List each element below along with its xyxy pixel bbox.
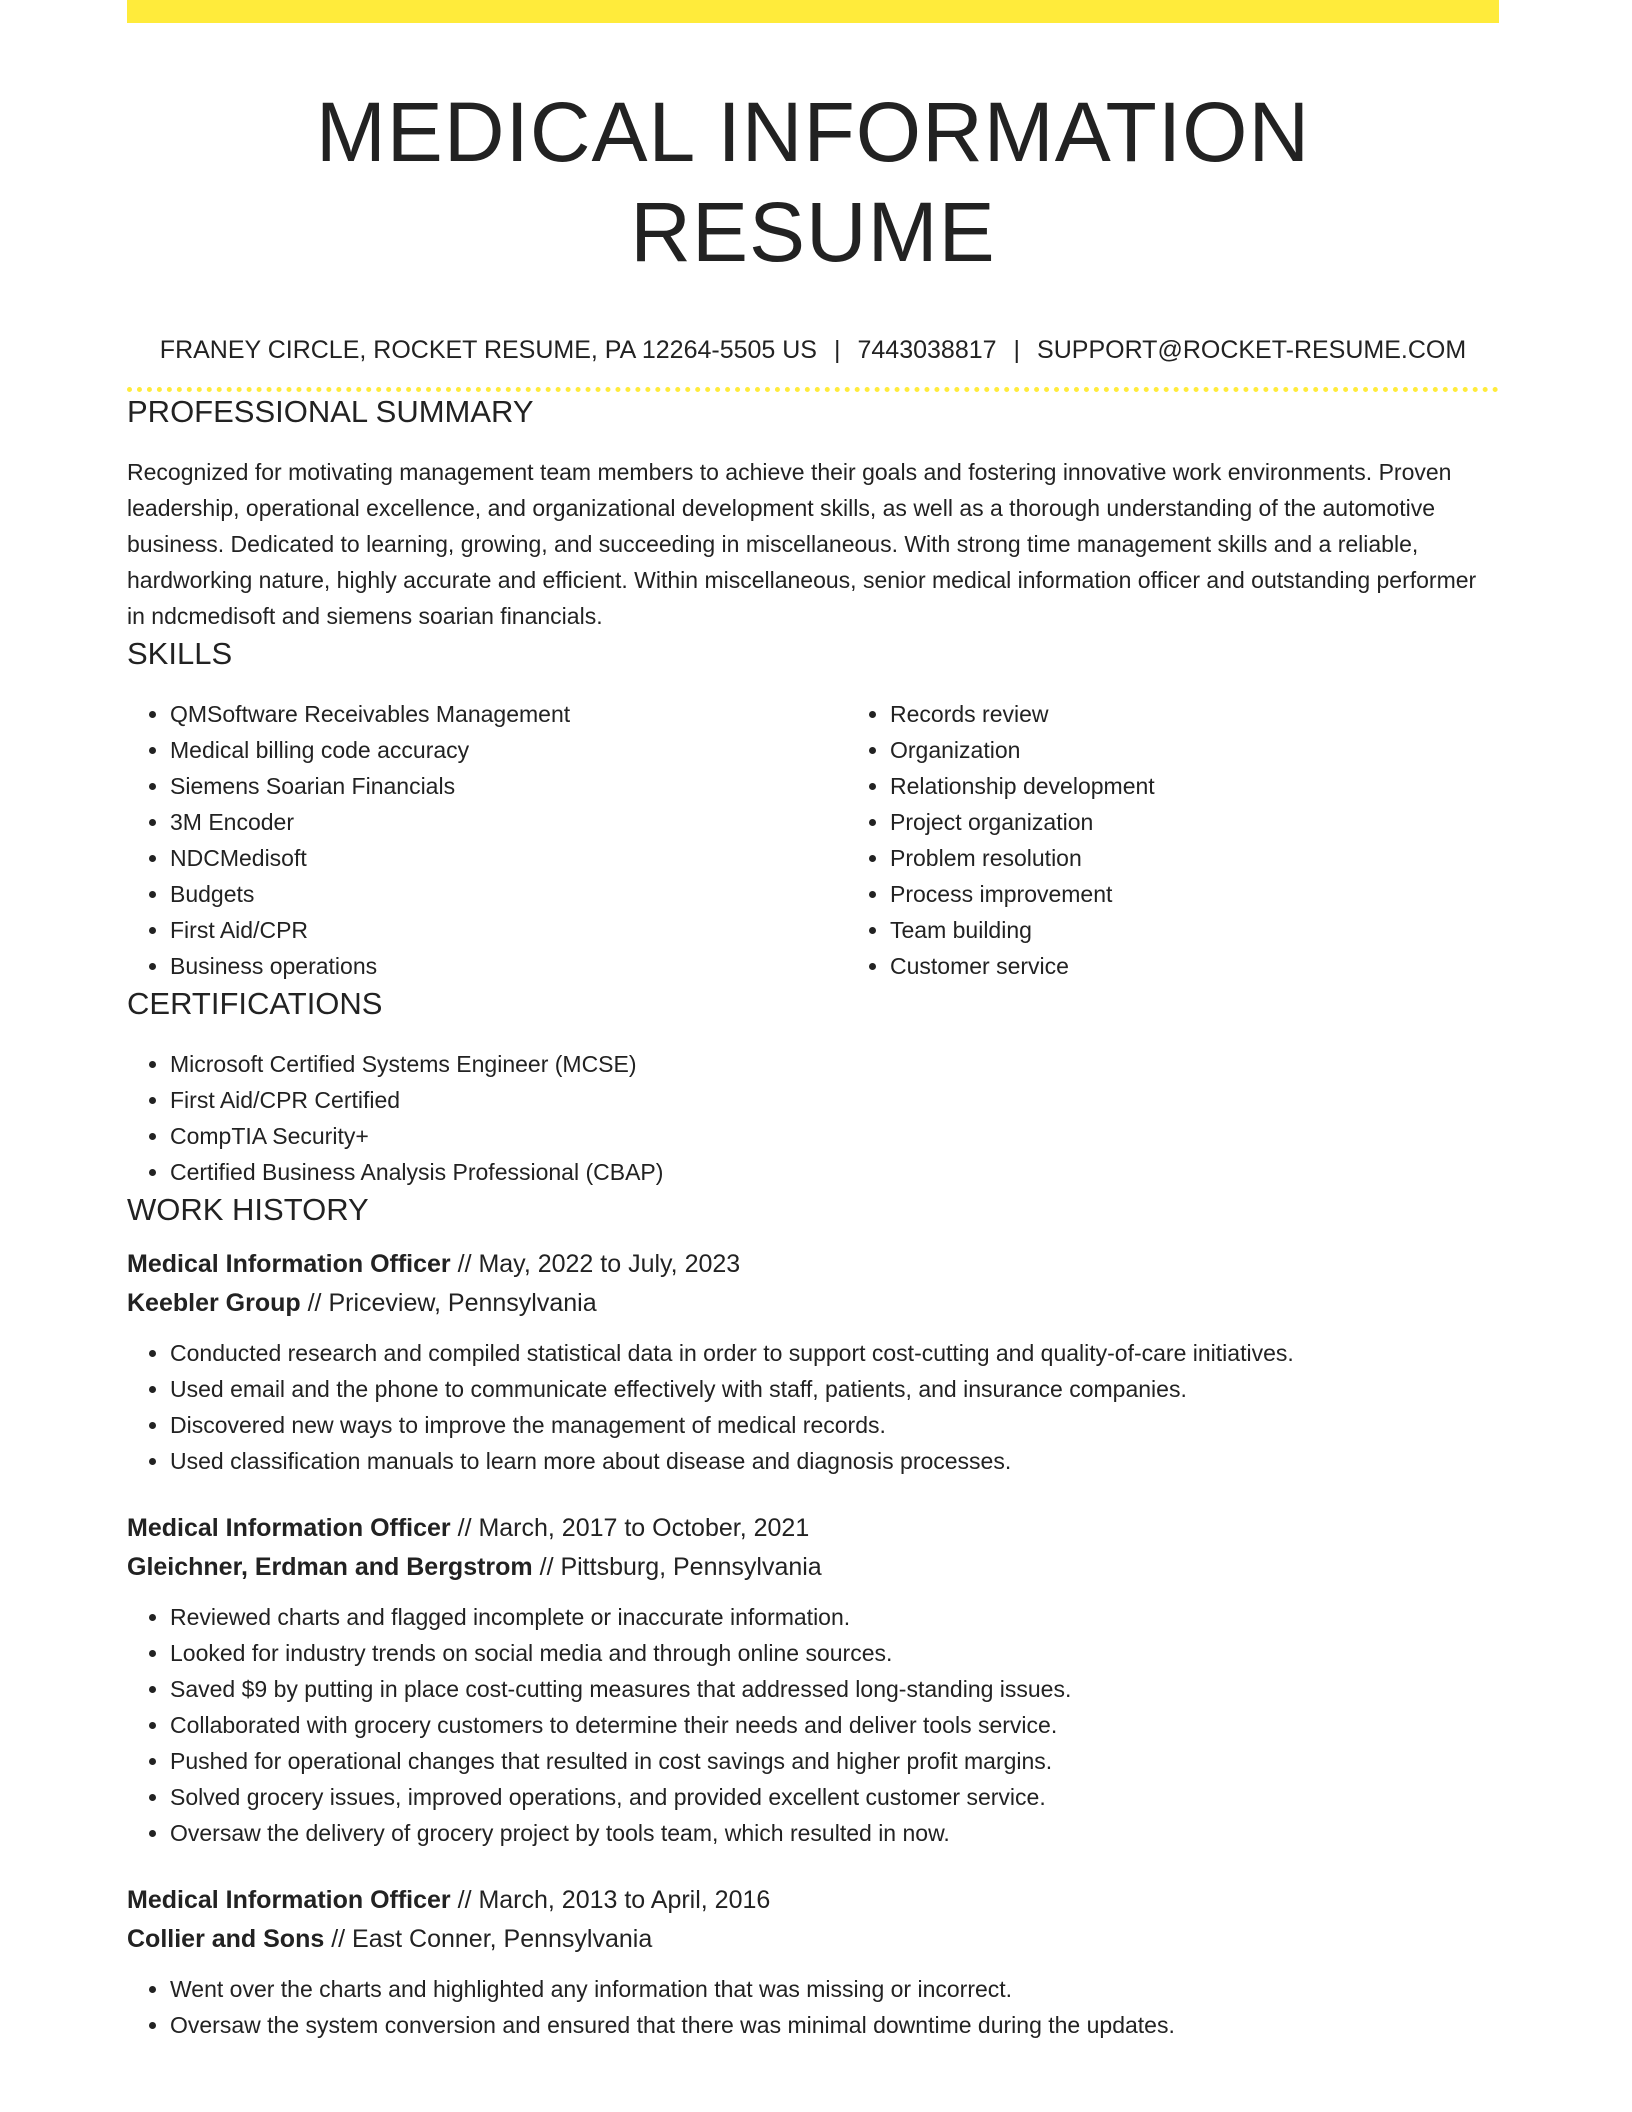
job-role-line — [127, 1509, 1499, 1548]
contact-separator: | — [1013, 336, 1021, 364]
certifications-list — [127, 1046, 1499, 1190]
job-role: Medical Information Officer — [127, 1886, 451, 1914]
job-entry — [127, 1509, 1499, 1851]
skill-item: • NDCMedisoft — [170, 840, 847, 876]
job-company: Collier and Sons — [127, 1925, 325, 1953]
job-company: Gleichner, Erdman and Bergstrom — [127, 1553, 533, 1581]
job-location: // Pittsburg, Pennsylvania — [532, 1553, 822, 1581]
skills-heading: SKILLS — [127, 636, 233, 671]
job-bullet: • Solved grocery issues, improved operations, and provided excellent customer service. — [170, 1779, 1499, 1815]
summary-heading: PROFESSIONAL SUMMARY — [127, 394, 534, 429]
contact-line — [127, 334, 1499, 366]
job-bullets — [127, 1971, 1499, 2043]
certification-item: • Microsoft Certified Systems Engineer (MCSE) — [170, 1046, 1499, 1082]
skill-item: • Records review — [890, 696, 1567, 732]
contact-email: SUPPORT@ROCKET-RESUME.COM — [1037, 336, 1467, 364]
job-bullet: • Collaborated with grocery customers to determine their needs and deliver tools service. — [170, 1707, 1499, 1743]
summary-text: Recognized for motivating management team members to achieve their goals and fostering innovative work environments. Proven leadership, operational excellence, and organizational development skills, as well as a thorough understanding of the automotive business. Dedicated to learning, growing, and succeeding in miscellaneous. With strong time management skills and a reliable, hardworking nature, highly accurate and efficient. Within miscellaneous, senior medical information officer and outstanding performer in ndcmedisoft and siemens soarian financials. — [127, 459, 1477, 629]
job-bullet: • Used classification manuals to learn more about disease and diagnosis processes. — [170, 1443, 1499, 1479]
job-bullet: • Discovered new ways to improve the management of medical records. — [170, 1407, 1499, 1443]
contact-separator: | — [834, 336, 841, 364]
job-company-line — [127, 1284, 1499, 1323]
job-company-line — [127, 1920, 1499, 1959]
job-location: // East Conner, Pennsylvania — [324, 1925, 653, 1953]
skills-list-left — [127, 696, 847, 984]
job-bullet: • Looked for industry trends on social media and through online sources. — [170, 1635, 1499, 1671]
skill-item: • Relationship development — [890, 768, 1567, 804]
job-bullet: • Used email and the phone to communicate effectively with staff, patients, and insurance companies. — [170, 1371, 1499, 1407]
skill-item: • QMSoftware Receivables Management — [170, 696, 847, 732]
skill-item: • 3M Encoder — [170, 804, 847, 840]
job-company: Keebler Group — [127, 1289, 301, 1317]
skill-item: • Project organization — [890, 804, 1567, 840]
resume-content — [127, 0, 1499, 2043]
job-role: Medical Information Officer — [127, 1250, 451, 1278]
skill-item: • Business operations — [170, 948, 847, 984]
job-dates: // March, 2017 to October, 2021 — [450, 1514, 810, 1542]
skill-item: • Organization — [890, 732, 1567, 768]
job-bullets — [127, 1599, 1499, 1851]
job-entry — [127, 1245, 1499, 1479]
contact-phone: 7443038817 — [857, 336, 997, 364]
job-role: Medical Information Officer — [127, 1514, 451, 1542]
skill-item: • Process improvement — [890, 876, 1567, 912]
certifications-heading: CERTIFICATIONS — [127, 986, 383, 1021]
contact-address: FRANEY CIRCLE, ROCKET RESUME, PA 12264-5505 US — [159, 336, 817, 364]
job-bullet: • Went over the charts and highlighted any information that was missing or incorrect. — [170, 1971, 1499, 2007]
job-bullet: • Pushed for operational changes that resulted in cost savings and higher profit margins. — [170, 1743, 1499, 1779]
skill-item: • Medical billing code accuracy — [170, 732, 847, 768]
work-history-heading: WORK HISTORY — [127, 1192, 369, 1227]
job-bullet: • Oversaw the delivery of grocery project by tools team, which resulted in now. — [170, 1815, 1499, 1851]
job-dates: // March, 2013 to April, 2016 — [450, 1886, 771, 1914]
skill-item: • Problem resolution — [890, 840, 1567, 876]
job-company-line — [127, 1548, 1499, 1587]
job-bullet: • Oversaw the system conversion and ensured that there was minimal downtime during the updates. — [170, 2007, 1499, 2043]
certification-item: • First Aid/CPR Certified — [170, 1082, 1499, 1118]
skill-item: • Budgets — [170, 876, 847, 912]
resume-title: MEDICAL INFORMATION RESUME — [315, 85, 1311, 279]
job-bullet: • Conducted research and compiled statistical data in order to support cost-cutting and quality-of-care initiatives. — [170, 1335, 1499, 1371]
skill-item: • Siemens Soarian Financials — [170, 768, 847, 804]
skill-item: • Team building — [890, 912, 1567, 948]
job-bullets — [127, 1335, 1499, 1479]
skill-item: • First Aid/CPR — [170, 912, 847, 948]
skill-item: • Customer service — [890, 948, 1567, 984]
skills-columns — [127, 696, 1499, 984]
job-entry — [127, 1881, 1499, 2043]
job-role-line — [127, 1245, 1499, 1284]
job-bullet: • Saved $9 by putting in place cost-cutting measures that addressed long-standing issues. — [170, 1671, 1499, 1707]
certification-item: • Certified Business Analysis Professional (CBAP) — [170, 1154, 1499, 1190]
job-dates: // May, 2022 to July, 2023 — [450, 1250, 741, 1278]
skills-list-right — [847, 696, 1567, 984]
certification-item: • CompTIA Security+ — [170, 1118, 1499, 1154]
job-role-line — [127, 1881, 1499, 1920]
job-bullet: • Reviewed charts and flagged incomplete or inaccurate information. — [170, 1599, 1499, 1635]
job-location: // Priceview, Pennsylvania — [300, 1289, 597, 1317]
